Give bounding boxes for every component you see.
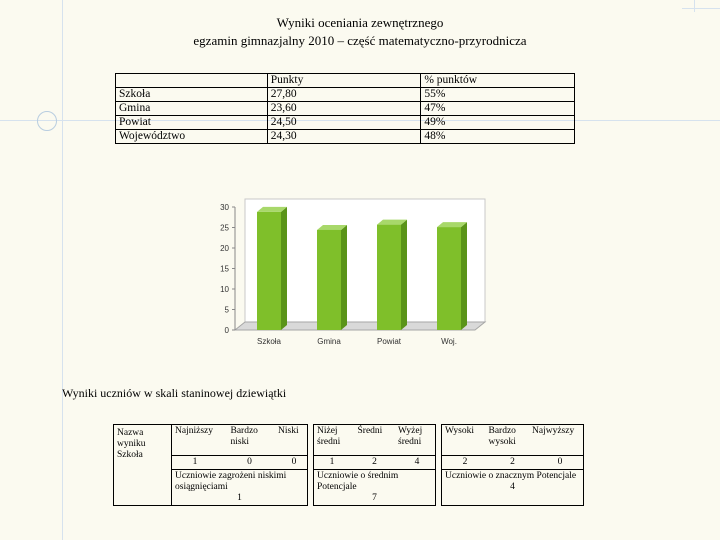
x-tick-label: Powiat: [376, 337, 402, 346]
stanine-table: [113, 424, 584, 506]
bar-side: [341, 225, 347, 330]
decor-corner-horizontal: [682, 8, 720, 9]
results-header-percent: % punktów: [421, 74, 575, 88]
row-label: Powiat: [116, 116, 268, 130]
bar: [257, 212, 281, 330]
table-row: [116, 130, 575, 144]
x-tick-label: Szkoła: [256, 337, 282, 346]
stanine-col-avg: Średni: [357, 426, 383, 436]
stanine-high-group-total: 4: [510, 482, 515, 492]
row-label: Gmina: [116, 102, 268, 116]
stanine-value: 4: [414, 457, 420, 467]
y-tick-label: 5: [224, 305, 229, 315]
stanine-mid-group-total: 7: [372, 493, 377, 503]
bar-chart: [200, 190, 500, 360]
stanine-value: 0: [557, 457, 563, 467]
stanine-col-low: Niski: [278, 426, 299, 436]
stanine-low-headers: [172, 425, 308, 456]
stanine-col-very-low: Bardzo niski: [230, 426, 258, 447]
decor-circle: [37, 111, 57, 131]
y-tick-label: 10: [220, 285, 229, 294]
row-percent: 55%: [421, 88, 575, 102]
results-header-points: Punkty: [267, 74, 421, 88]
stanine-col-high: Wysoki: [445, 426, 474, 436]
stanine-high-values: [442, 456, 584, 470]
stanine-high-group-label: Uczniowie o znacznym Potencjale: [445, 471, 577, 481]
decor-vertical-line: [62, 0, 63, 540]
stanine-group-row: [114, 470, 584, 506]
bar-side: [281, 207, 287, 330]
bar: [377, 225, 401, 330]
row-label: Szkoła: [116, 88, 268, 102]
stanine-low-group-total: 1: [237, 493, 242, 503]
stanine-value: 1: [192, 457, 198, 467]
y-tick-label: 25: [220, 223, 229, 233]
stanine-section-title: Wyniki uczniów w skali staninowej dziewiątki: [62, 386, 287, 400]
stanine-low-values: [172, 456, 308, 470]
decor-corner-vertical: [694, 0, 695, 12]
table-row: [116, 88, 575, 102]
stanine-mid-values: [314, 456, 436, 470]
row-points: 23,60: [267, 102, 421, 116]
stanine-value: 0: [247, 457, 252, 467]
x-tick-label: Gmina: [317, 337, 341, 346]
stanine-col-highest: Najwyższy: [532, 426, 575, 436]
row-points: 24,50: [267, 116, 421, 130]
stanine-values-row: [114, 456, 584, 470]
row-percent: 49%: [421, 116, 575, 130]
stanine-col-lowest: Najniższy: [175, 426, 213, 436]
row-label: Województwo: [116, 130, 268, 144]
y-tick-label: 30: [220, 203, 229, 212]
stanine-low-group: [172, 470, 308, 506]
stanine-name-label: Nazwa wyniku: [117, 428, 146, 449]
bar-side: [461, 222, 467, 330]
bar: [437, 227, 461, 330]
stanine-high-group: [442, 470, 584, 506]
stanine-value: 2: [462, 457, 468, 467]
stanine-high-headers: [442, 425, 584, 456]
stanine-value: 0: [291, 457, 297, 467]
stanine-header-row: [114, 425, 584, 456]
results-header-row: [116, 74, 575, 88]
stanine-col-very-high: Bardzo wysoki: [488, 426, 516, 447]
stanine-value: 2: [510, 457, 515, 467]
bar-side: [401, 220, 407, 330]
stanine-name-cell: [114, 425, 172, 506]
stanine-mid-headers: [314, 425, 436, 456]
stanine-value: 1: [329, 457, 335, 467]
results-table: [115, 73, 575, 144]
stanine-value: 2: [372, 457, 377, 467]
row-percent: 47%: [421, 102, 575, 116]
x-tick-label: Woj.: [441, 337, 457, 346]
table-row: [116, 116, 575, 130]
y-tick-label: 0: [224, 326, 229, 335]
title-line-2: egzamin gimnazjalny 2010 – część matematyczno-przyrodnicza: [193, 33, 527, 48]
title-line-1: Wyniki oceniania zewnętrznego: [276, 15, 444, 30]
table-row: [116, 102, 575, 116]
stanine-mid-group: [314, 470, 436, 506]
y-tick-label: 20: [220, 244, 229, 253]
y-tick-label: 15: [220, 264, 229, 274]
stanine-mid-group-label: Uczniowie o średnim Potencjale: [317, 471, 399, 492]
stanine-school-label: Szkoła: [117, 450, 143, 460]
row-points: 24,30: [267, 130, 421, 144]
bar: [317, 230, 341, 330]
stanine-col-below-avg: Niżej średni: [317, 426, 341, 447]
row-points: 27,80: [267, 88, 421, 102]
stanine-col-above-avg: Wyżej średni: [398, 426, 423, 447]
stanine-low-group-label: Uczniowie zagrożeni niskimi osiągnięciami: [175, 471, 287, 492]
row-percent: 48%: [421, 130, 575, 144]
results-header-empty: [116, 74, 268, 88]
